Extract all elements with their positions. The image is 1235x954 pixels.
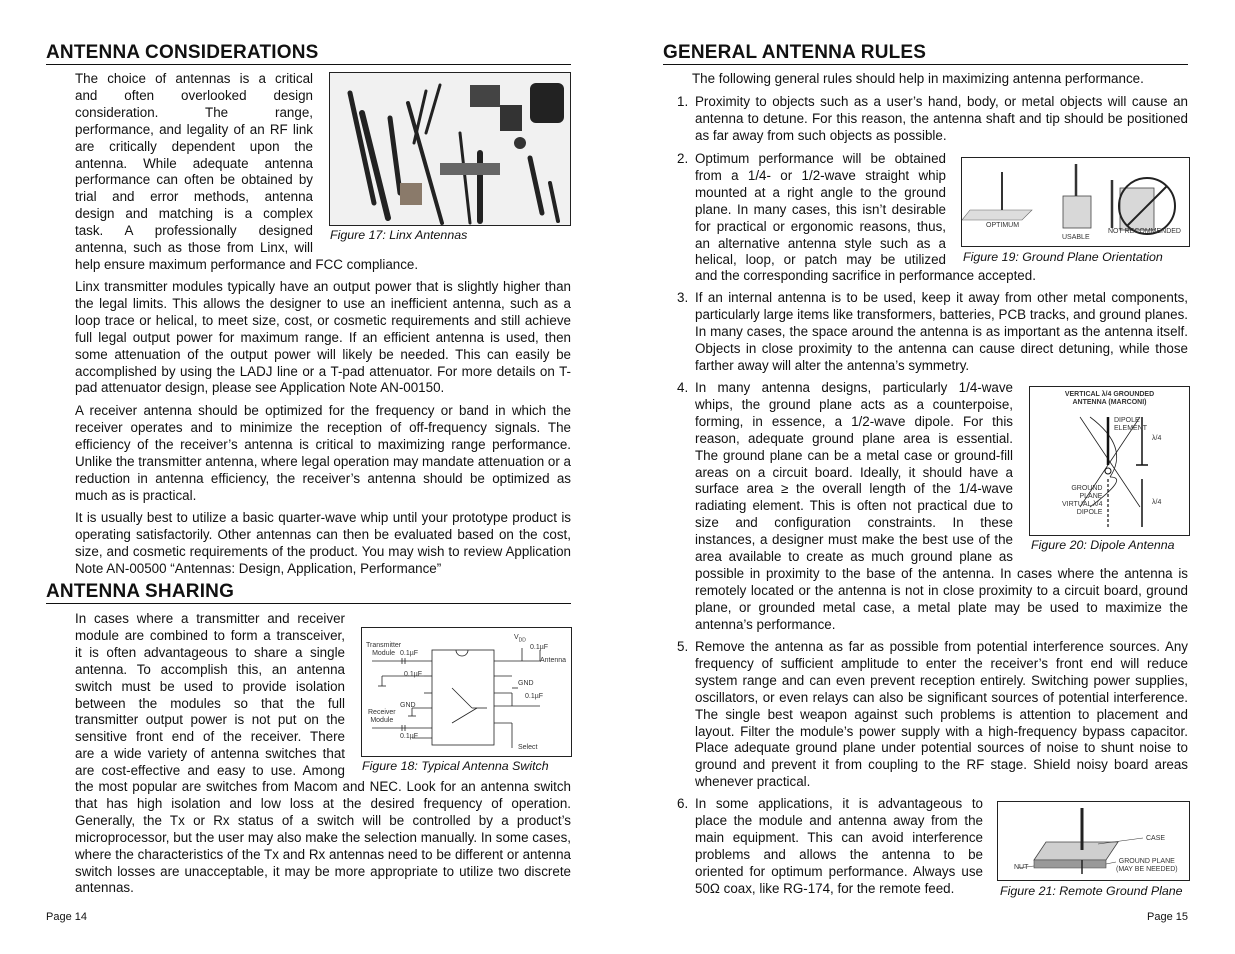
label-optimum: OPTIMUM xyxy=(986,222,1020,229)
figure-19-ground-plane xyxy=(961,157,1190,247)
figure-20-dipole-antenna xyxy=(1029,386,1190,536)
label-lambda-lower: λ/4 xyxy=(1152,499,1162,506)
text-line: are cost-effective and easy to use. Among xyxy=(75,763,345,779)
rule-3-number: 3. xyxy=(677,290,689,305)
rule-1-number: 1. xyxy=(677,94,689,109)
text-line: oriented for optimum performance. Always use xyxy=(695,863,983,879)
dipole-title: VERTICAL λ/4 GROUNDED ANTENNA (MARCONI) xyxy=(1064,391,1155,406)
figure-21-caption: Figure 21: Remote Ground Plane xyxy=(1000,884,1183,898)
paragraph-quarter-wave: It is usually best to utilize a basic quarter-wave whip until your prototype product is operating satisfactorily. Other antennas can then be evaluated based on the cost, size, and cosmetic requirements of the product. You may wish to review Application Note AN-00500 “Antennas: Design, Application, Performance” xyxy=(75,510,571,576)
label-gnd-1: GND xyxy=(518,680,534,687)
label-rx-module: Receiver Module xyxy=(368,709,396,724)
rule-2-continued: and the corresponding sacrifice in performance accepted. xyxy=(695,268,1036,283)
text-line: instances, a designer must make the best use of the xyxy=(695,532,1013,548)
rule-6-text xyxy=(695,796,983,897)
text-line: The ground plane can be a metal case or ground-fill xyxy=(695,447,1013,463)
text-line: antenna. While adequate antenna xyxy=(75,155,313,171)
figure-19-caption: Figure 19: Ground Plane Orientation xyxy=(963,250,1163,264)
heading-antenna-considerations: ANTENNA CONSIDERATIONS xyxy=(46,42,319,63)
text-line: trial and error methods, antenna xyxy=(75,189,313,205)
rule-2-text xyxy=(695,151,946,269)
label-gnd-2: GND xyxy=(400,702,416,709)
label-cap-2: 0.1µF xyxy=(530,644,549,651)
text-line: are critically dependent upon the xyxy=(75,138,313,154)
label-ground-plane: GROUND PLANE VIRTUAL λ/4 DIPOLE xyxy=(1062,485,1103,516)
text-line: an alternative antenna style such as a xyxy=(695,235,946,251)
text-line: switch must be used to provide isolation xyxy=(75,678,345,694)
text-line: and often overlooked design xyxy=(75,87,313,103)
text-line: performance can often be obtained by xyxy=(75,172,313,188)
label-cap-3: 0.1µF xyxy=(404,671,423,678)
rule-4-text xyxy=(695,380,1013,566)
label-select: Select xyxy=(518,744,538,751)
text-line: antenna. To accomplish this, an antenna xyxy=(75,661,345,677)
figure-17-caption: Figure 17: Linx Antennas xyxy=(330,228,468,242)
rule-5-text: Remove the antenna as far as possible from potential interference sources. Any frequency of sufficient amplitude to enter the receiver’s front end will reduce system range and can even prevent reception entirely. Switching power supplies, oscillators, or even relays can also be significant sources of potential interference. The single best weapon against such problems is attention to placement and layout. Filter the module’s power supply with a high-frequency bypass capacitor. Place adequate ground plane under potential sources of noise to shunt noise to ground and prevent it from coupling to the RF stage. Shield noisy board areas whenever practical. xyxy=(695,639,1188,790)
label-case: CASE xyxy=(1146,835,1166,842)
antenna-photo xyxy=(330,73,570,225)
text-line: In many antenna designs, particularly 1/4-wave xyxy=(695,380,1013,395)
text-line: whips, the ground plane acts as a counterpoise, xyxy=(695,396,1013,412)
label-antenna: Antenna xyxy=(540,657,567,664)
text-line: problems and allows the antenna to be xyxy=(695,846,983,862)
label-cap-4: 0.1µF xyxy=(525,693,544,700)
rule-2-number: 2. xyxy=(677,151,689,166)
text-line: from a 1/4- or 1/2-wave straight whip xyxy=(695,167,946,183)
paragraph-antenna-sharing-continued: the most popular are switches from Macom and NEC. Look for an antenna switch that has high isolation and low loss at the desired frequency of operation. Generally, the Tx or Rx status of a switch will be controlled by a product’s microprocessor, but the user may also make the selection manually. In some cases, where the characteristics of the Tx and Rx antennas need to be different or antenna switch losses are unacceptable, it may be more appropriate to utilize two discrete antennas. xyxy=(75,779,571,896)
text-line: The choice of antennas is a critical xyxy=(75,71,313,86)
text-line: 50Ω coax, like RG-174, for the remote feed. xyxy=(695,880,955,896)
figure-21-remote-ground-plane xyxy=(997,801,1190,881)
text-line: sensitive front end of the receiver. There xyxy=(75,729,345,745)
text-line: helical, loop, or patch may be utilized xyxy=(695,252,946,268)
figure-18-antenna-switch xyxy=(361,627,572,757)
text-line: module are combined to form a transceiver, xyxy=(75,627,345,643)
label-ground-plane-remote: GROUND PLANE (MAY BE NEEDED) xyxy=(1116,858,1178,873)
label-usable: USABLE xyxy=(1062,234,1090,241)
label-not-recommended: NOT RECOMMENDED xyxy=(1108,228,1181,235)
text-line: radiating element. This is often not practical due to xyxy=(695,498,1013,514)
label-cap-5: 0.1µF xyxy=(400,733,419,740)
text-line: performance, and legality of an RF link xyxy=(75,121,313,137)
text-line: surface area ≥ the overall length of the 1/4-wave xyxy=(695,481,1013,497)
text-line: it is often advantageous to share a single xyxy=(75,644,345,660)
heading-rule xyxy=(46,603,571,604)
text-line: between the modules so that the full xyxy=(75,695,345,711)
rules-intro: The following general rules should help in maximizing antenna performance. xyxy=(692,71,1144,86)
heading-rule xyxy=(46,64,571,65)
rule-3-text: If an internal antenna is to be used, keep it away from other metal components, particularly large items like transformers, batteries, PCB tracks, and ground planes. In many cases, the space around the antenna is as important as the antenna itself. Objects in close proximity to the antenna can cause direct detuning, while those farther away will alter the antenna’s symmetry. xyxy=(695,290,1188,373)
text-line: mounted at a right angle to the ground xyxy=(695,184,946,200)
text-line: areas on a circuit board. Ideally, it should have a xyxy=(695,464,1013,480)
page-number-right: Page 15 xyxy=(1147,911,1188,923)
paragraph-transmitter-power: Linx transmitter modules typically have an output power that is slightly higher than the legal limits. This allows the designer to use an inefficient antenna, such as a loop trace or helical, to meet size, cost, or cosmetic requirements and still achieve full legal output power for maximum range. If an efficient antenna is used, then some attenuation of the output power will likely be needed. This can easily be accomplished by using the LADJ line or a T-pad attenuator. For more details on T-pad attenuator design, please see Application Note AN-00150. xyxy=(75,279,571,396)
rule-6-number: 6. xyxy=(677,796,689,811)
label-lambda-upper: λ/4 xyxy=(1152,435,1162,442)
text-line: In cases where a transmitter and receiver xyxy=(75,611,345,626)
text-line: forming, in essence, a 1/2-wave dipole. For this xyxy=(695,413,1013,429)
text-line: design and matching is a complex xyxy=(75,206,313,222)
label-nut: NUT xyxy=(1014,864,1029,871)
text-line: Optimum performance will be obtained xyxy=(695,151,946,166)
label-cap-1: 0.1µF xyxy=(400,650,419,657)
rule-5-number: 5. xyxy=(677,639,689,654)
text-line: In some applications, it is advantageous to xyxy=(695,796,983,811)
text-line: are a wide variety of antenna switches that xyxy=(75,746,345,762)
dipole-drawing xyxy=(1030,387,1189,535)
figure-17-linx-antennas xyxy=(329,72,571,226)
rule-4-number: 4. xyxy=(677,380,689,395)
text-line: plane. In many cases, this isn’t desirable xyxy=(695,201,946,217)
figure-18-caption: Figure 18: Typical Antenna Switch xyxy=(362,759,549,773)
heading-antenna-sharing: ANTENNA SHARING xyxy=(46,581,235,602)
paragraph-receiver-antenna: A receiver antenna should be optimized for the frequency or band in which the receiver operates and to minimize the reception of off-frequency signals. The efficiency of the receiver’s antenna is critical to maximizing range performance. Unlike the transmitter antenna, where legal operation may mandate attenuation or a reduction in antenna efficiency, the receiver’s antenna should be optimized as much as is practical. xyxy=(75,403,571,503)
rule-4-continued: possible in proximity to the base of the antenna. In cases where the antenna is remotely located or the antenna is not in close proximity to a circuit board, ground plane, or grounded metal case, a metal plate may be used to maximize the antenna’s performance. xyxy=(695,566,1188,632)
paragraph-continuation: help ensure maximum performance and FCC compliance. xyxy=(75,257,419,272)
heading-general-antenna-rules: GENERAL ANTENNA RULES xyxy=(663,42,927,63)
paragraph-antenna-sharing xyxy=(75,611,345,780)
text-line: size and configuration constraints. In these xyxy=(695,515,1013,531)
page-number-left: Page 14 xyxy=(46,911,87,923)
rule-1-text: Proximity to objects such as a user’s hand, body, or metal objects will cause an antenna to detune. For this reason, the antenna shaft and tip should be positioned as far away from such objects as possible. xyxy=(695,94,1188,143)
figure-20-caption: Figure 20: Dipole Antenna xyxy=(1031,538,1175,552)
text-line: main equipment. This can avoid interference xyxy=(695,829,983,845)
text-line: antenna, such as those from Linx, will xyxy=(75,240,313,256)
text-line: consideration. The range, xyxy=(75,104,313,120)
text-line: transmitter output power is not put on the xyxy=(75,712,345,728)
paragraph-antenna-choice xyxy=(75,71,313,257)
label-tx-module: Transmitter Module xyxy=(366,642,402,657)
text-line: task. A professionally designed xyxy=(75,223,313,239)
text-line: reason, adequate ground plane area is essential. xyxy=(695,430,1013,446)
label-vdd: $V_{DD}$ xyxy=(514,634,526,644)
text-line: area available to create as much ground plane as xyxy=(695,549,1013,565)
text-line: for practical or ergonomic reasons, thus, xyxy=(695,218,946,234)
text-line: place the module and antenna away from the xyxy=(695,812,983,828)
heading-rule xyxy=(663,64,1188,65)
label-dipole-element: DIPOLE ELEMENT xyxy=(1114,417,1148,432)
